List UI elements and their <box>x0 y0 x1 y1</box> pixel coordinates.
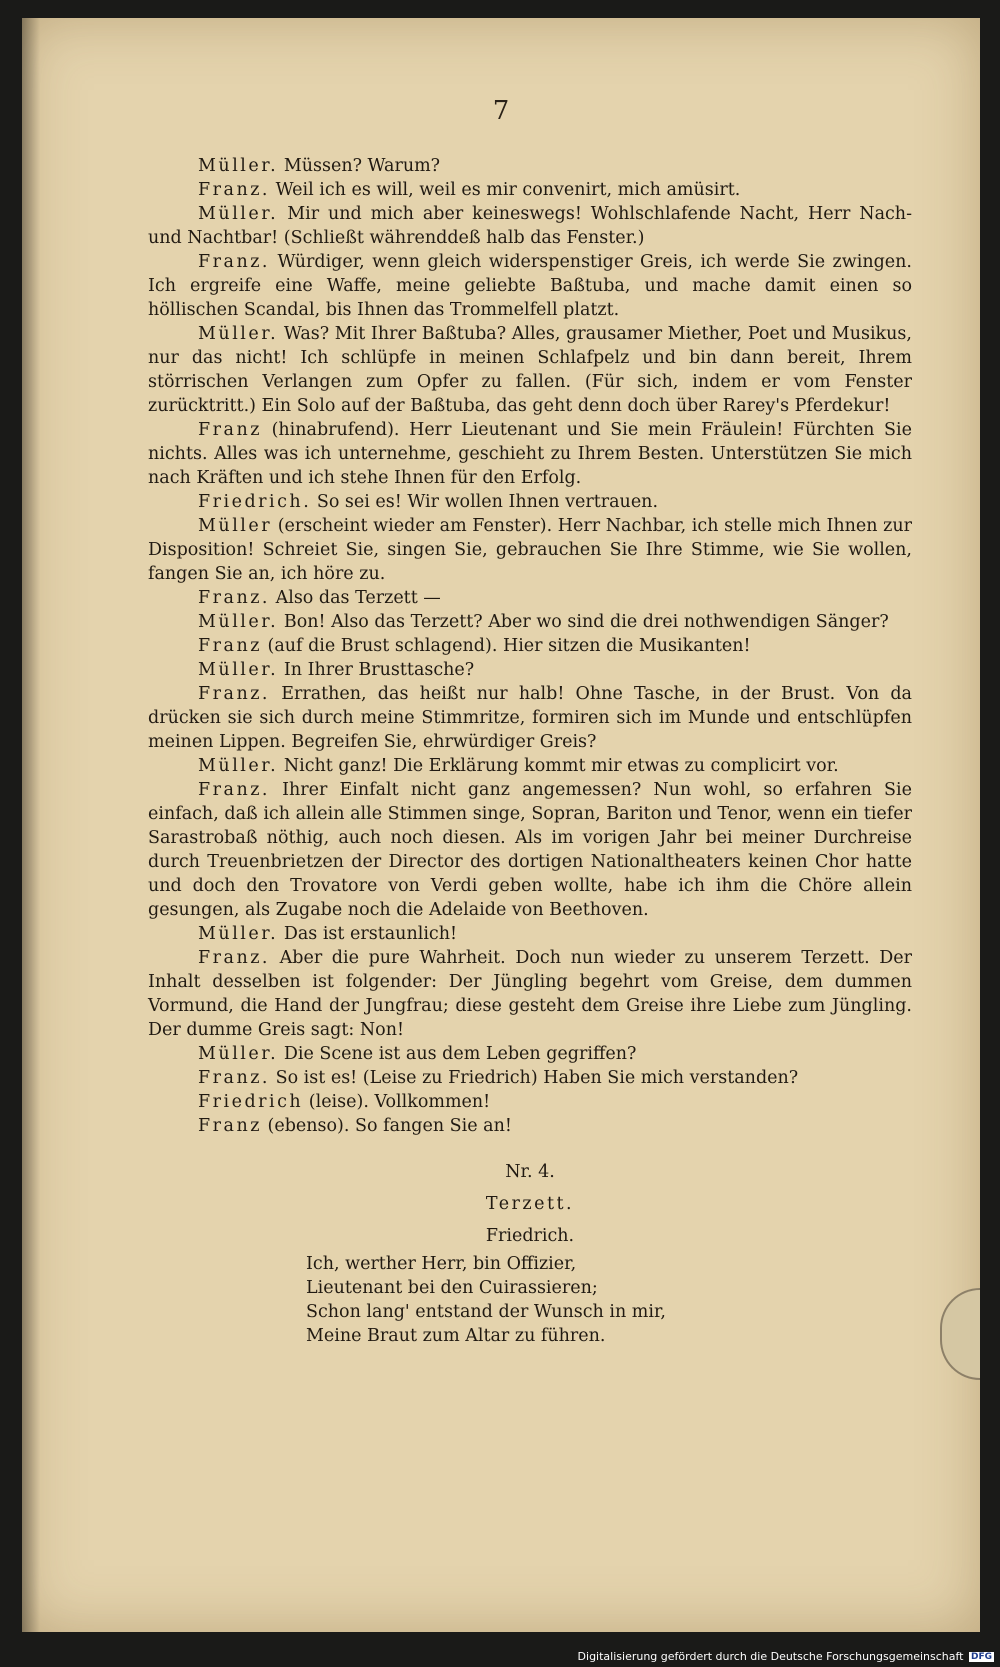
dialogue-line <box>148 682 912 754</box>
dialogue-line <box>148 322 912 418</box>
book-page <box>22 18 980 1632</box>
speaker-name: Müller. <box>198 756 279 776</box>
dialogue-line <box>148 946 912 1042</box>
speech-text: (leise). Vollkommen! <box>308 1092 491 1112</box>
speech-text: (ebenso). So fangen Sie an! <box>267 1116 512 1136</box>
speaker-name: Friedrich <box>198 1092 304 1112</box>
dialogue-line <box>148 634 912 658</box>
speech-text: (hinabrufend). Herr Lieutenant und Sie mein Fräulein! Fürchten Sie nichts. Alles was ich unternehme, geschieht zu Ihrem Besten. Unterstützen Sie mich nach Kräften und ich stehe Ihnen für den Erfolg. <box>148 420 912 488</box>
speech-text: Die Scene ist aus dem Leben gegriffen? <box>283 1044 637 1064</box>
speech-text: Weil ich es will, weil es mir convenirt, mich amüsirt. <box>275 180 741 200</box>
dialogue-line <box>148 514 912 586</box>
dialogue-line <box>148 1042 912 1066</box>
speech-text: Nicht ganz! Die Erklärung kommt mir etwas zu complicirt vor. <box>283 756 839 776</box>
dialogue-line <box>148 778 912 922</box>
speaker-name: Franz. <box>198 1068 270 1088</box>
speaker-name: Franz <box>198 420 262 440</box>
speech-text: So ist es! (Leise zu Friedrich) Haben Sie mich verstanden? <box>275 1068 799 1088</box>
speaker-name: Franz <box>198 1116 262 1136</box>
speech-text: Aber die pure Wahrheit. Doch nun wieder zu unserem Terzett. Der Inhalt desselben ist folgender: Der Jüngling begehrt vom Greise, dem dummen Vormund, die Hand der Jungfrau; diese gesteht dem Greise ihre Liebe zum Jüngling. Der dumme Greis sagt: Non! <box>148 948 912 1040</box>
dialogue-line <box>148 610 912 634</box>
dialogue-line <box>148 586 912 610</box>
speaker-name: Müller. <box>198 924 279 944</box>
speech-text: Was? Mit Ihrer Baßtuba? Alles, grausamer Miether, Poet und Musikus, nur das nicht! Ich schlüpfe in meinen Schlafpelz und bin dann bereit, Ihrem störrischen Verlangen zum Opfer zu fallen. (Für sich, indem er vom Fenster zurücktritt.) Ein Solo auf der Baßtuba, das geht denn doch über Rarey's Pferdekur! <box>148 324 912 416</box>
footer-credit: Digitalisierung gefördert durch die Deutsche Forschungsgemeinschaft <box>577 1650 964 1663</box>
speech-text: So sei es! Wir wollen Ihnen vertrauen. <box>316 492 659 512</box>
dfg-logo: DFG <box>970 1652 992 1662</box>
speech-text: Das ist erstaunlich! <box>283 924 458 944</box>
verse-line: Meine Braut zum Altar zu führen. <box>306 1326 606 1346</box>
footer <box>578 1650 994 1663</box>
speech-text: (auf die Brust schlagend). Hier sitzen die Musikanten! <box>267 636 751 656</box>
song-speaker: Friedrich. <box>485 1226 575 1246</box>
number-heading: Nr. 4. <box>505 1162 555 1182</box>
page-tab <box>940 1288 980 1380</box>
dialogue-line <box>148 178 912 202</box>
speaker-name: Müller. <box>198 204 279 224</box>
verse-line: Lieutenant bei den Cuirassieren; <box>306 1278 598 1298</box>
dialogue-line <box>148 922 912 946</box>
verse-line: Ich, werther Herr, bin Offizier, <box>306 1254 577 1274</box>
dialogue-line <box>148 418 912 490</box>
speaker-name: Müller. <box>198 156 279 176</box>
dialogue-line <box>148 1090 912 1114</box>
speaker-name: Franz. <box>198 684 270 704</box>
speaker-name: Müller <box>198 516 273 536</box>
dialogue-line <box>148 658 912 682</box>
speech-text: Ihrer Einfalt nicht ganz angemessen? Nun wohl, so erfahren Sie einfach, daß ich allein alle Stimmen singe, Sopran, Bariton und Tenor, wenn ein tiefer Sarastrobaß nöthig, auch noch diesen. Als im vorigen Jahr bei meiner Durchreise durch Treuenbrietzen der Director des dortigen Nationaltheaters keinen Chor hatte und doch den Trovatore von Verdi geben wollte, habe ich ihm die Chöre allein gesungen, als Zugabe noch die Adelaide von Beethoven. <box>148 780 912 920</box>
speaker-name: Müller. <box>198 660 279 680</box>
speaker-name: Franz. <box>198 588 270 608</box>
dialogue-line <box>148 490 912 514</box>
dialogue-line <box>148 202 912 250</box>
verse-line: Schon lang' entstand der Wunsch in mir, <box>306 1302 666 1322</box>
dialogue-line <box>148 250 912 322</box>
speech-text: Mir und mich aber keineswegs! Wohlschlafende Nacht, Herr Nach- und Nachtbar! (Schließt währenddeß halb das Fenster.) <box>148 204 912 248</box>
speaker-name: Müller. <box>198 612 279 632</box>
speaker-name: Franz. <box>198 252 270 272</box>
piece-title: Terzett. <box>485 1194 575 1214</box>
speaker-name: Franz. <box>198 180 270 200</box>
dialogue-line <box>148 154 912 178</box>
dialogue <box>148 154 912 1138</box>
page-number: 7 <box>492 96 510 126</box>
speaker-name: Müller. <box>198 324 279 344</box>
speech-text: Errathen, das heißt nur halb! Ohne Tasche, in der Brust. Von da drücken sie sich durch meine Stimmritze, formiren sich im Munde und entschlüpfen meinen Lippen. Begreifen Sie, ehrwürdiger Greis? <box>148 684 912 752</box>
speech-text: Müssen? Warum? <box>283 156 441 176</box>
speech-text: Also das Terzett — <box>275 588 441 608</box>
speech-text: Bon! Also das Terzett? Aber wo sind die drei nothwendigen Sänger? <box>283 612 889 632</box>
speech-text: In Ihrer Brusttasche? <box>283 660 475 680</box>
speaker-name: Franz. <box>198 780 270 800</box>
speaker-name: Franz <box>198 636 262 656</box>
speech-text: Würdiger, wenn gleich widerspenstiger Greis, ich werde Sie zwingen. Ich ergreife eine Waffe, meine geliebte Baßtuba, und mache damit einen so höllischen Scandal, bis Ihnen das Trommelfell platzt. <box>148 252 912 320</box>
speech-text: (erscheint wieder am Fenster). Herr Nachbar, ich stelle mich Ihnen zur Disposition! Schreiet Sie, singen Sie, gebrauchen Sie Ihre Stimme, wie Sie wollen, fangen Sie an, ich höre zu. <box>148 516 912 584</box>
dialogue-line <box>148 1066 912 1090</box>
page-body <box>148 154 912 1348</box>
speaker-name: Müller. <box>198 1044 279 1064</box>
speaker-name: Friedrich. <box>198 492 312 512</box>
speaker-name: Franz. <box>198 948 270 968</box>
dialogue-line <box>148 754 912 778</box>
dialogue-line <box>148 1114 912 1138</box>
